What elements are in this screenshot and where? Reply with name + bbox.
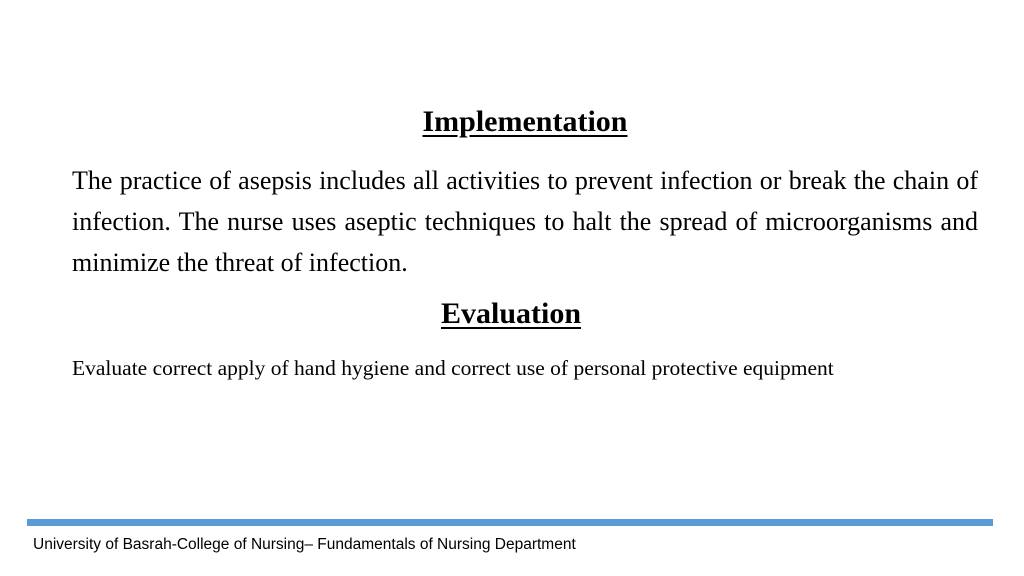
footer-divider-bar [27,519,993,526]
implementation-heading: Implementation [422,105,628,138]
implementation-paragraph: The practice of asepsis includes all activities to prevent infection or break the chain of infection. The nurse uses aseptic techniques to halt the spread of microorganisms and minimize the threat of infection. [72,166,978,277]
evaluation-heading: Evaluation [440,297,582,330]
footer-text: University of Basrah-College of Nursing– Fundamentals of Nursing Department [33,536,576,553]
evaluation-paragraph: Evaluate correct apply of hand hygiene and correct use of personal protective equipment [72,356,834,380]
